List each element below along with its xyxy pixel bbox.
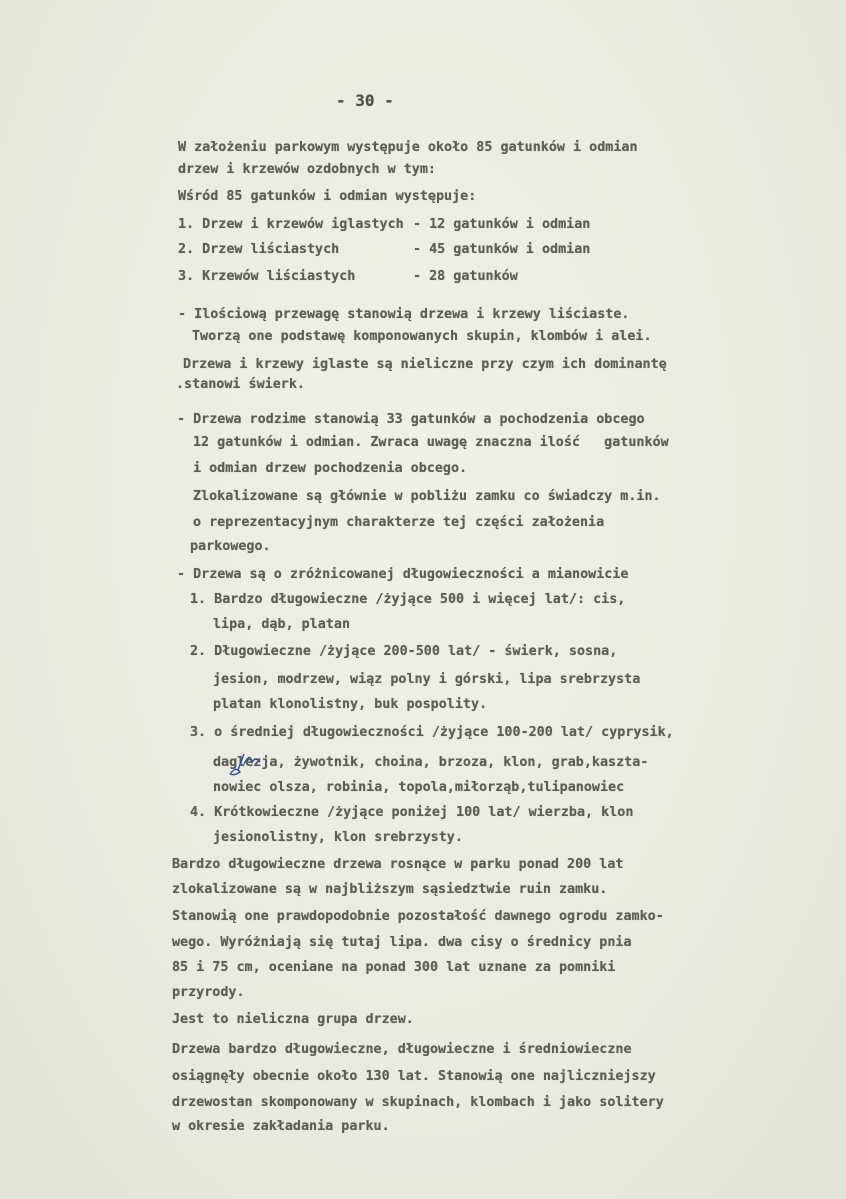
- handwritten-correction-mark: [226, 748, 266, 778]
- paragraph-line: Bardzo długowieczne drzewa rosnące w parku ponad 200 lat: [172, 857, 624, 872]
- species-count: - 45 gatunków i odmian: [413, 242, 591, 257]
- intro-line: drzew i krzewów ozdobnych w tym:: [178, 162, 436, 177]
- list-item: 2. Długowieczne /żyjące 200-500 lat/ - świerk, sosna,: [190, 644, 618, 659]
- paragraph-line: parkowego.: [190, 539, 271, 554]
- page-number: - 30 -: [336, 91, 394, 110]
- list-item-continuation: daglezja, żywotnik, choina, brzoza, klon, grab,kaszta-: [213, 755, 649, 770]
- list-item-continuation: jesionolistny, klon srebrzysty.: [213, 830, 463, 845]
- paragraph-line: Drzewa bardzo długowieczne, długowieczne i średniowieczne: [172, 1042, 632, 1057]
- paragraph-line: - Ilościową przewagę stanowią drzewa i krzewy liściaste.: [178, 307, 630, 322]
- species-label: 3. Krzewów liściastych: [178, 269, 356, 284]
- paragraph-line: osiągnęły obecnie około 130 lat. Stanowią one najliczniejszy: [172, 1069, 656, 1084]
- list-item: 4. Krótkowieczne /żyjące poniżej 100 lat/ wierzba, klon: [190, 805, 634, 820]
- intro-line: Wśród 85 gatunków i odmian występuje:: [178, 189, 477, 204]
- paragraph-line: przyrody.: [172, 985, 245, 1000]
- paragraph-line: zlokalizowane są w najbliższym sąsiedztwie ruin zamku.: [172, 882, 608, 897]
- paragraph-line: Tworzą one podstawę komponowanych skupin, klombów i alei.: [192, 329, 652, 344]
- paragraph-line: - Drzewa rodzime stanowią 33 gatunków a pochodzenia obcego: [177, 412, 645, 427]
- species-label: 2. Drzew liściastych: [178, 242, 340, 257]
- list-item-continuation: lipa, dąb, platan: [213, 617, 351, 632]
- species-label: 1. Drzew i krzewów iglastych: [178, 217, 404, 232]
- paragraph-line: 12 gatunków i odmian. Zwraca uwagę znaczna ilość gatunków: [193, 435, 669, 450]
- paragraph-line: Jest to nieliczna grupa drzew.: [172, 1012, 414, 1027]
- paragraph-line: wego. Wyróżniają się tutaj lipa. dwa cisy o średnicy pnia: [172, 935, 632, 950]
- list-item-continuation: platan klonolistny, buk pospolity.: [213, 697, 488, 712]
- paragraph-line: Zlokalizowane są głównie w pobliżu zamku co świadczy m.in.: [193, 489, 661, 504]
- list-item-continuation: jesion, modrzew, wiąz polny i górski, lipa srebrzysta: [213, 672, 641, 687]
- intro-line: W założeniu parkowym występuje około 85 gatunków i odmian: [178, 140, 638, 155]
- list-item: 1. Bardzo długowieczne /żyjące 500 i więcej lat/: cis,: [190, 592, 626, 607]
- paragraph-line: i odmian drzew pochodzenia obcego.: [193, 461, 468, 476]
- species-count: - 28 gatunków: [413, 269, 518, 284]
- paragraph-line: w okresie zakładania parku.: [172, 1119, 390, 1134]
- paragraph-line: drzewostan skomponowany w skupinach, klombach i jako solitery: [172, 1095, 664, 1110]
- paragraph-line: - Drzewa są o zróżnicowanej długowieczności a mianowicie: [177, 567, 629, 582]
- species-count: - 12 gatunków i odmian: [413, 217, 591, 232]
- list-item-continuation: nowiec olsza, robinia, topola,miłorząb,tulipanowiec: [213, 780, 625, 795]
- paragraph-line: .stanowi świerk.: [176, 377, 305, 392]
- paragraph-line: Stanowią one prawdopodobnie pozostałość dawnego ogrodu zamko-: [172, 909, 664, 924]
- paragraph-line: 85 i 75 cm, oceniane na ponad 300 lat uznane za pomniki: [172, 960, 616, 975]
- paragraph-line: Drzewa i krzewy iglaste są nieliczne przy czym ich dominantę: [183, 357, 667, 372]
- list-item: 3. o średniej długowieczności /żyjące 100-200 lat/ cyprysik,: [190, 725, 674, 740]
- paragraph-line: o reprezentacyjnym charakterze tej części założenia: [193, 515, 605, 530]
